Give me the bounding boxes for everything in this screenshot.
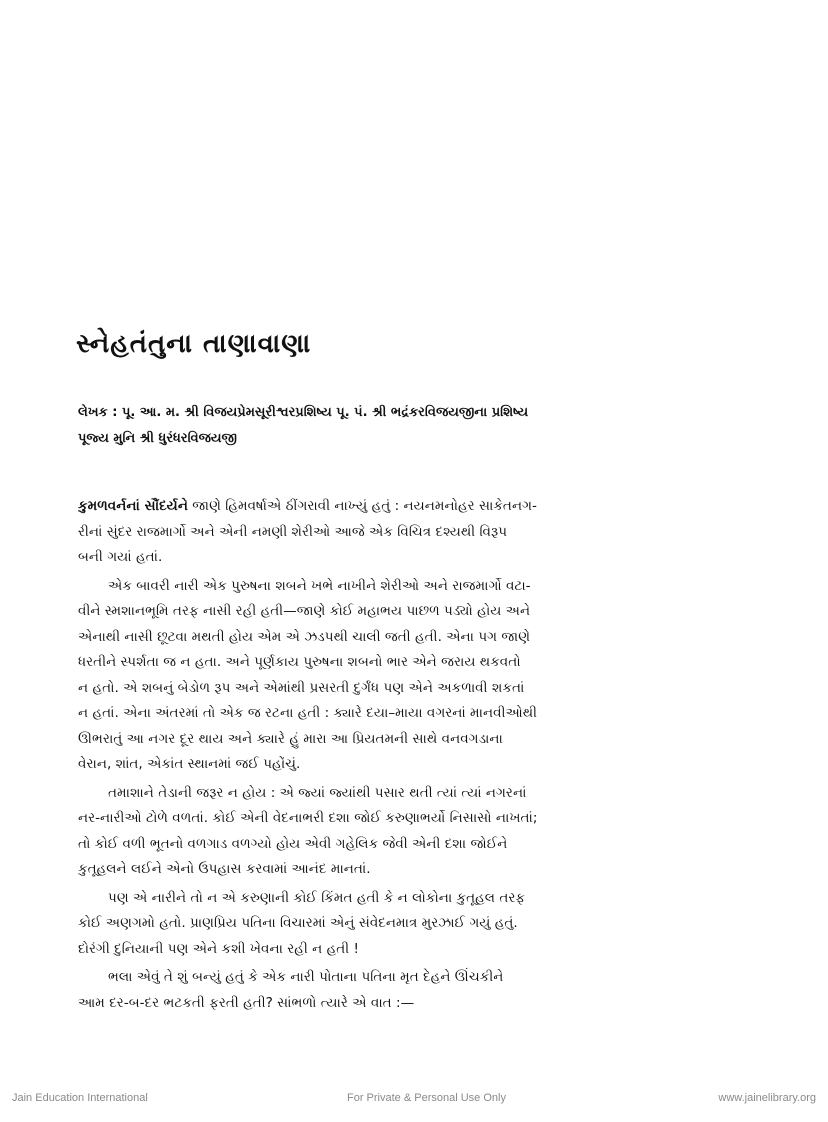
paragraph-line: ભલા એવું તે શું બન્યું હતું કે એક નારી પોતાના પતિના મૃત દેહને ઊંચકીને (108, 969, 504, 985)
paragraph-line: તમાશાને તેડાની જરૂર ન હોય : એ જ્યાં જ્યાંથી પસાર થતી ત્યાં ત્યાં નગરનાં (108, 784, 527, 801)
paragraph-line: એક બાવરી નારી એક પુરુષના શબને ખભે નાખીને શેરીઓ અને રાજમાર્ગો વટા- (108, 577, 531, 594)
byline-line-2: પૂજ્ય મુનિ શ્રી ધુરંધરવિજયજી (78, 431, 237, 446)
paragraph-line: ન હતાં. એના અંતરમાં તો એક જ રટના હતી : ક્યારે દયા–માયા વગરનાં માનવીઓથી (78, 705, 538, 721)
footer-publisher: Jain Education International (12, 1092, 148, 1104)
paragraph-1 (78, 494, 768, 571)
paragraph-line: પણ એ નારીને તો ન એ કરુણાની કોઈ કિંમત હતી કે ન લોકોના કુતૂહલ તરફ (108, 889, 526, 906)
paragraph-line (78, 494, 768, 520)
footer-usage-note: For Private & Personal Use Only (347, 1092, 506, 1104)
paragraph-line: તો કોઈ વળી ભૂતનો વળગાડ વળગ્યો હોય એવી ગહેલિક જેવી એની દશા જોઈને (78, 835, 508, 852)
paragraph-line: ધરતીને સ્પર્શતા જ ન હતા. અને પૂર્ણકાય પુરુષના શબનો ભાર એને જરાય થકવતો (78, 654, 521, 670)
paragraph-4 (78, 886, 768, 963)
paragraph-line: ન હતો. એ શબનું બેડોળ રૂપ અને એમાંથી પ્રસરતી દુર્ગંધ પણ એને અકળાવી શકતાં (78, 679, 525, 696)
article-title: સ્નેહતંતુના તાણાવાણા (76, 329, 312, 360)
paragraph-3 (78, 781, 768, 883)
paragraph-line: રીનાં સુંદર રાજમાર્ગો અને એની નમણી શેરીઓ આજે એક વિચિત્ર દશ્યથી વિરૂપ (78, 523, 508, 540)
paragraph-line: બની ગયાં હતાં. (78, 549, 163, 565)
paragraph-line: વેરાન, શાંત, એકાંત સ્થાનમાં જઈ પહોંચું. (78, 756, 301, 772)
paragraph-5 (78, 965, 768, 1016)
paragraph-line: નર-નારીઓ ટોળે વળતાં. કોઈ એની વેદનાભરી દશા જોઈ કરુણાભર્યો નિસાસો નાખતાં; (78, 810, 538, 826)
article-body (78, 494, 768, 1019)
paragraph-line-text: જાણે હિમવર્ષાએ ઠીંગરાવી નાખ્યું હતું : નયનમનોહર સાકેતનગ- (187, 498, 537, 514)
paragraph-line: કોઈ અણગમો હતો. પ્રાણપ્રિય પતિના વિચારમાં એનું સંવેદનમાત્ર મુરઝાઈ ગયું હતું. (78, 915, 518, 931)
paragraph-lead: કુમળવર્નનાં સૌંદર્યને (78, 498, 188, 514)
footer-website: www.jainelibrary.org (718, 1092, 816, 1104)
byline-line-1: લેખક : પૂ. આ. મ. શ્રી વિજયપ્રેમસૂરીશ્વરપ્રશિષ્ય પૂ. પં. શ્રી ભદ્રંકરવિજયજીના પ્રશિષ્ય (78, 405, 529, 420)
paragraph-line: વીને સ્મશાનભૂમિ તરફ નાસી રહી હતી—જાણે કોઈ મહાભય પાછળ પડ્યો હોય અને (78, 603, 531, 619)
paragraph-line: ઊભરાતું આ નગર દૂર થાય અને ક્યારે હું મારા આ પ્રિયતમની સાથે વનવગડાના (78, 730, 503, 747)
paragraph-line: દોરંગી દુનિયાની પણ એને કશી ખેવના રહી ન હતી ! (78, 940, 359, 957)
paragraph-2 (78, 574, 768, 778)
paragraph-line: કુતૂહલને લઈને એનો ઉપહાસ કરવામાં આનંદ માનતાં. (78, 861, 371, 877)
paragraph-line: આમ દર-બ-દર ભટકતી ફરતી હતી? સાંભળો ત્યારે એ વાત :— (78, 994, 415, 1011)
page-footer (0, 1092, 828, 1110)
paragraph-line: એનાથી નાસી છૂટવા મથતી હોય એમ એ ઝડપથી ચાલી જતી હતી. એના પગ જાણે (78, 628, 531, 645)
author-byline (78, 400, 768, 452)
